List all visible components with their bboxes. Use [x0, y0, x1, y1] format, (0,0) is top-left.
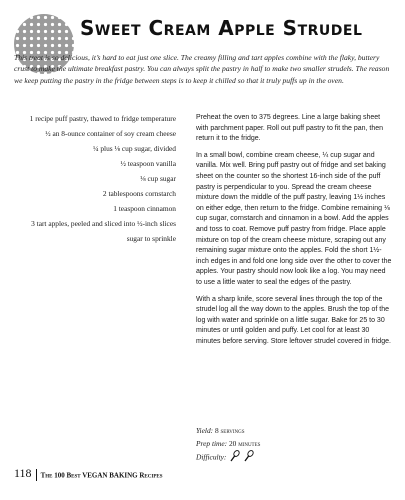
- ingredient-item: sugar to sprinkle: [126, 234, 176, 243]
- difficulty-label: Difficulty:: [196, 452, 227, 462]
- ingredients-list: [14, 114, 176, 249]
- ingredient-item: ⅛ cup sugar: [140, 174, 176, 183]
- prep-time-label: Prep time:: [196, 439, 228, 448]
- yield-value: 8 servings: [214, 426, 245, 435]
- whisk-icon: [244, 450, 254, 466]
- direction-paragraph: In a small bowl, combine cream cheese, ¼ cup sugar and vanilla. Mix well. Bring puff pastry out of fridge and set baking sheet on the counter so the shortest 16-inch side of the puff pastry is perpendicular to you. Spread the cream cheese mixture down the middle of the puff pastry, leaving 1½ inches on either edge, then return to the fridge. Combine remaining ⅛ cup sugar, cornstarch and cinnamon in a bowl. Add the apples and toss to coat. Remove puff pastry from fridge. Place apple mixture on top of the cream cheese mixture, scraping out any remaining sugar mixture onto the apples. Fold the short 1½-inch edges in and fold one long side over the other to cover the apples. Your pastry should now look like a log. You may need to use a little water to seal the edges of the pastry.: [196, 151, 392, 286]
- direction-paragraph: Preheat the oven to 375 degrees. Line a large baking sheet with parchment paper. Roll out puff pastry to fit the pan, then return it to the fridge.: [196, 114, 384, 143]
- difficulty-row: [196, 450, 392, 466]
- ingredient-item: 3 tart apples, peeled and sliced into ½-inch slices: [31, 219, 176, 228]
- ingredient-item: 1 teaspoon cinnamon: [113, 204, 176, 213]
- yield-label: Yield:: [196, 426, 214, 435]
- prep-time-row: [196, 437, 392, 450]
- book-title: The 100 Best VEGAN BAKING Recipes: [40, 471, 163, 480]
- prep-time-value: 20 minutes: [228, 439, 261, 448]
- recipe-intro: This treat is so delicious, it’s hard to eat just one slice. The creamy filling and tart apples combine with the flaky, buttery crust to make the ultimate breakfast pastry. You can always split the pastry in half to make two smaller strudels. The reason we keep putting the pastry in the fridge between steps is to keep it chilled so that it truly puffs up in the oven.: [14, 53, 390, 85]
- recipe-title: Sweet Cream Apple Strudel: [80, 16, 363, 40]
- page-number: 118: [14, 466, 32, 480]
- ingredient-item: 2 tablespoons cornstarch: [102, 189, 176, 198]
- ingredient-item: ¼ plus ⅛ cup sugar, divided: [92, 144, 176, 153]
- recipe-meta: [196, 424, 392, 466]
- page-footer: [14, 466, 394, 480]
- direction-paragraph: With a sharp knife, score several lines through the top of the strudel log all the way down to the apples. Brush the top of the log with water and sprinkle on a little sugar. Bake for 25 to 30 minutes or until golden and puffy. Let cool for at least 30 minutes before serving. Store leftover strudel covered in fridge.: [196, 295, 391, 345]
- whisk-icon: [230, 450, 240, 466]
- ingredient-item: ½ an 8-ounce container of soy cream cheese: [45, 129, 176, 138]
- footer-divider: [36, 469, 37, 481]
- directions: [196, 113, 392, 353]
- yield-row: [196, 424, 392, 437]
- ingredient-item: ½ teaspoon vanilla: [120, 159, 176, 168]
- ingredient-item: 1 recipe puff pastry, thawed to fridge temperature: [29, 114, 176, 123]
